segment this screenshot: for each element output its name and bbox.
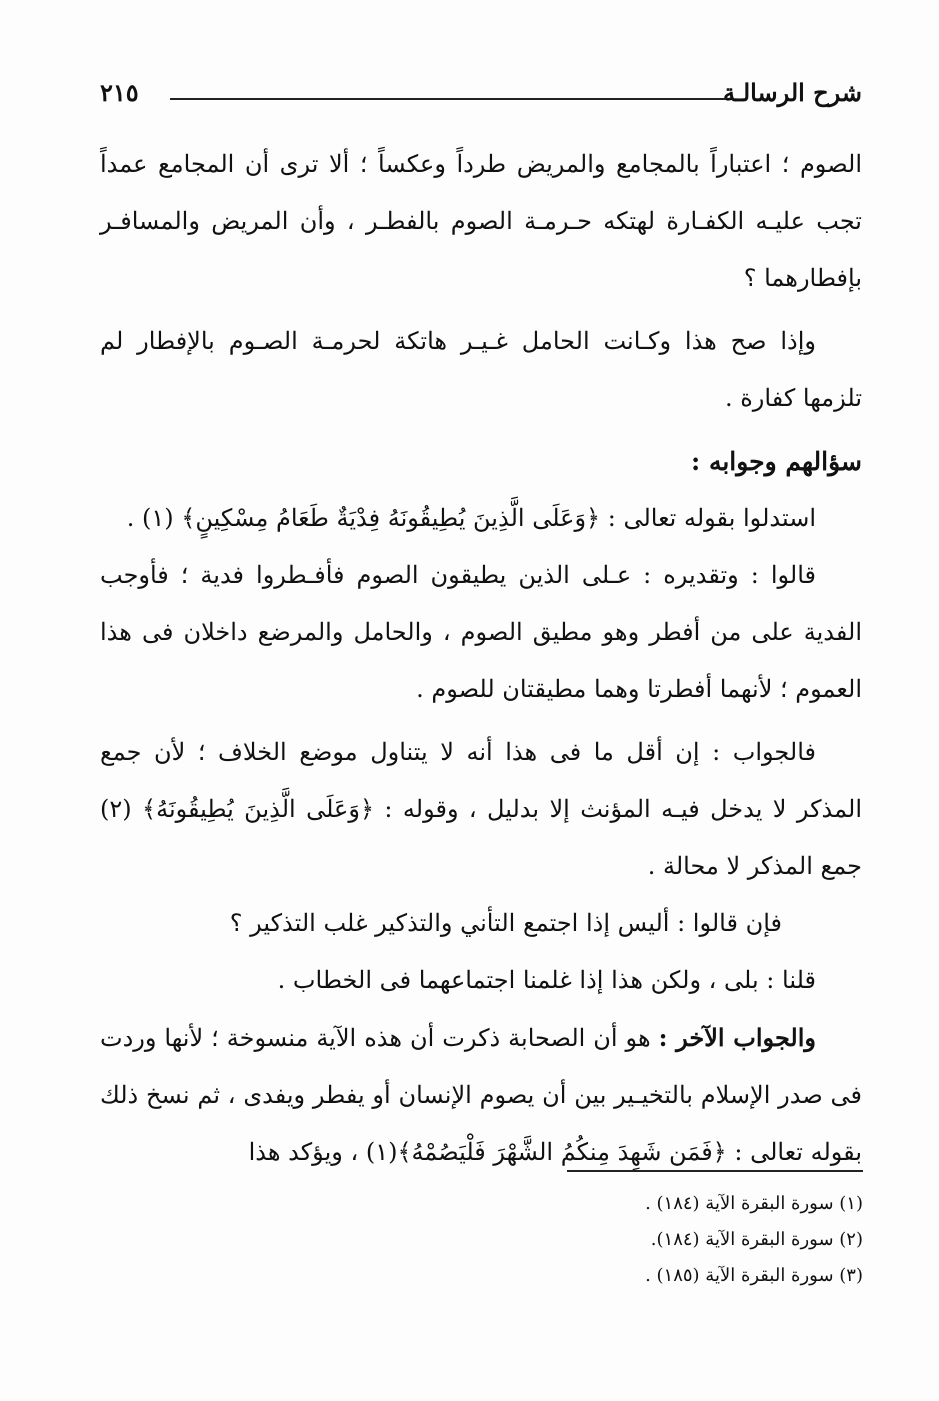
paragraph-1: الصوم ؛ اعتباراً بالمجامع والمريض طرداً وعكساً ؛ ألا ترى أن المجامع عمداً تجب عليـه الكفـارة لهتكه حـرمـة الصوم بالفطـر ، وأن المريض والمسافـر بإفطارهما ؟ [100, 150, 862, 292]
footnote-2: (٢) سورة البقرة الآية (١٨٤). [650, 1229, 863, 1250]
body-text [100, 136, 862, 1181]
footnote-1: (١) سورة البقرة الآية (١٨٤) . [645, 1193, 863, 1214]
footnote-rule [567, 1170, 863, 1172]
paragraph-6: فإن قالوا : أليس إذا اجتمع التأني والتذكير غلب التذكير ؟ [229, 909, 782, 937]
header-rule [170, 98, 726, 100]
footnote-3: (٣) سورة البقرة الآية (١٨٥) . [645, 1265, 863, 1286]
paragraph-5: فالجواب : إن أقل ما فى هذا أنه لا يتناول موضع الخلاف ؛ لأن جمع المذكر لا يدخل فيـه المؤنث إلا بدليل ، وقوله : ﴿وَعَلَى الَّذِينَ يُطِيقُونَهُ﴾ (٢) جمع المذكر لا محالة . [100, 738, 862, 880]
paragraph-3: استدلوا بقوله تعالى : ﴿وَعَلَى الَّذِينَ يُطِيقُونَهُ فِدْيَةٌ طَعَامُ مِسْكِينٍ﴾ (١) . [126, 504, 816, 532]
running-header [100, 78, 862, 118]
section-heading: سؤالهم وجوابه : [691, 447, 862, 476]
paragraph-8-text: هو أن الصحابة ذكرت أن هذه الآية منسوخة ؛ لأنها وردت فى صدر الإسلام بالتخيـير بين أن يصوم الإنسان أو يفطر ويفدى ، ثم نسخ ذلك بقوله تعالى : ﴿فَمَن شَهِدَ مِنكُمُ الشَّهْرَ فَلْيَصُمْهُ﴾(١) ، ويؤكد هذا [100, 1024, 862, 1166]
paragraph-8 [100, 1009, 862, 1181]
paragraph-4: قالوا : وتقديره : عـلى الذين يطيقون الصوم فأفـطروا فدية ؛ فأوجب الفدية على من أفطر وهو مطيق الصوم ، والحامل والمرضع داخلان فى هذا العموم ؛ لأنهما أفطرتا وهما مطيقتان للصوم . [100, 561, 862, 703]
paragraph-8-lead: والجواب الآخر : [658, 1023, 817, 1052]
page-number: ٢١٥ [100, 78, 139, 107]
paragraph-7: قلنا : بلى ، ولكن هذا إذا غلمنا اجتماعهما فى الخطاب . [277, 966, 816, 994]
header-title: شرح الرسالـة [722, 78, 862, 107]
footnotes [363, 1186, 863, 1294]
paragraph-2: وإذا صح هذا وكـانت الحامل غـيـر هاتكة لحرمـة الصـوم بالإفطار لم تلزمها كفارة . [100, 327, 862, 412]
